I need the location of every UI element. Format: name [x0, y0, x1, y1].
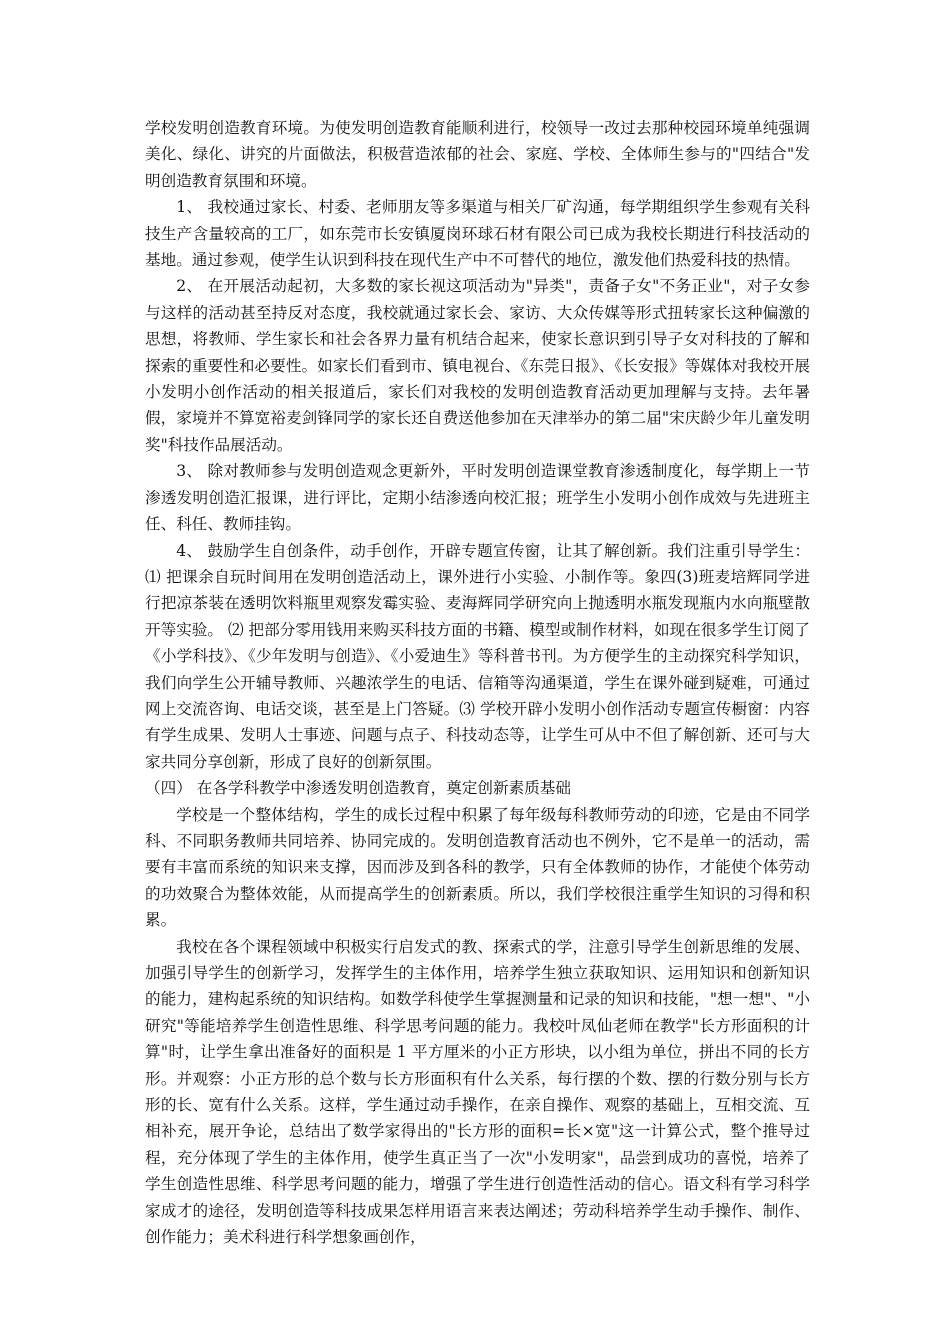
section-heading: （四） 在各学科教学中渗透发明创造教育，奠定创新素质基础 [145, 779, 571, 798]
paragraph-intro: 学校发明创造教育环境。为使发明创造教育能顺利进行，校领导一改过去那种校园环境单纯强调美化、绿化、讲究的片面做法，积极营造浓郁的社会、家庭、学校、全体师生参与的"四结合"发明创造教育氛围和环境。 [145, 119, 810, 190]
paragraph-item-3: 3、 除对教师参与发明创造观念更新外，平时发明创造课堂教育渗透制度化，每学期上一节渗透发明创造汇报课，进行评比，定期小结渗透向校汇报；班学生小发明小创作成效与先进班主任、科任、教师挂钩。 [145, 462, 810, 534]
paragraph-item-2: 2、 在开展活动起初，大多数的家长视这项活动为"异类"，责备子女"不务正业"，对子女参与这样的活动甚至持反对态度，我校就通过家长会、家访、大众传媒等形式扭转家长这种偏激的思想，将教师、学生家长和社会各界力量有机结合起来，使家长意识到引导子女对科技的了解和探索的重要性和必要性。如家长们看到市、镇电视台、《东莞日报》、《长安报》等媒体对我校开展小发明小创作活动的相关报道后，家长们对我校的发明创造教育活动更加理解与支持。去年暑假，家境并不算宽裕麦剑锋同学的家长还自费送他参加在天津举办的第二届"宋庆龄少年儿童发明奖"科技作品展活动。 [145, 277, 810, 454]
paragraph-item-4: 4、 鼓励学生自创条件，动手创作，开辟专题宣传窗，让其了解创新。我们注重引导学生：⑴ 把课余自玩时间用在发明创造活动上，课外进行小实验、小制作等。象四(3)班麦培辉同学进行把凉茶装在透明饮料瓶里观察发霉实验、麦海辉同学研究向上抛透明水瓶发现瓶内水向瓶壁散开等实验。 ⑵ 把部分零用钱用来购买科技方面的书籍、模型或制作材料，如现在很多学生订阅了《小学科技》、《少年发明与创造》、《小爱迪生》等科普书刊。为方便学生的主动探究科学知识，我们向学生公开辅导教师、兴趣浓学生的电话、信箱等沟通渠道，学生在课外碰到疑难，可通过网上交流咨询、电话交谈，甚至是上门答疑。⑶ 学校开辟小发明小创作活动专题宣传橱窗：内容有学生成果、发明人士事迹、问题与点子、科技动态等，让学生可从中不但了解创新、还可与大家共同分享创新，形成了良好的创新氛围。 [145, 541, 810, 771]
paragraph-overview: 学校是一个整体结构，学生的成长过程中积累了每年级每科教师劳动的印迹，它是由不同学科、不同职务教师共同培养、协同完成的。发明创造教育活动也不例外，它不是单一的活动，需要有丰富而系统的知识来支撑，因而涉及到各科的教学，只有全体教师的协作，才能使个体劳动的功效聚合为整体效能，从而提高学生的创新素质。所以，我们学校很注重学生知识的习得和积累。 [145, 805, 810, 930]
paragraph-curriculum: 我校在各个课程领域中积极实行启发式的教、探索式的学，注意引导学生创新思维的发展、加强引导学生的创新学习，发挥学生的主体作用，培养学生独立获取知识、运用知识和创新知识的能力，建构起系统的知识结构。如数学科使学生掌握测量和记录的知识和技能，"想一想"、"小研究"等能培养学生创造性思维、科学思考问题的能力。我校叶凤仙老师在教学"长方形面积的计算"时，让学生拿出准备好的面积是 1 平方厘米的小正方形块，以小组为单位，拼出不同的长方形。并观察：小正方形的总个数与长方形面积有什么关系，每行摆的个数、摆的行数分别与长方形的长、宽有什么关系。这样，学生通过动手操作，在亲自操作、观察的基础上，互相交流、互相补充，展开争论，总结出了数学家得出的"长方形的面积=长×宽"这一计算公式，整个推导过程，充分体现了学生的主体作用，使学生真正当了一次"小发明家"，品尝到成功的喜悦，培养了学生创造性思维、科学思考问题的能力，增强了学生进行创造性活动的信心。语文科有学习科学家成才的途径，发明创造等科技成果怎样用语言来表达阐述；劳动科培养学生动手操作、制作、创作能力；美术科进行科学想象画创作， [145, 937, 810, 1247]
paragraph-item-1: 1、 我校通过家长、村委、老师朋友等多渠道与相关厂矿沟通，每学期组织学生参观有关科技生产含量较高的工厂，如东莞市长安镇厦岗环球石材有限公司已成为我校长期进行科技活动的基地。通过参观，使学生认识到科技在现代生产中不可替代的地位，激发他们热爱科技的热情。 [145, 198, 810, 270]
document-page [145, 115, 810, 1250]
